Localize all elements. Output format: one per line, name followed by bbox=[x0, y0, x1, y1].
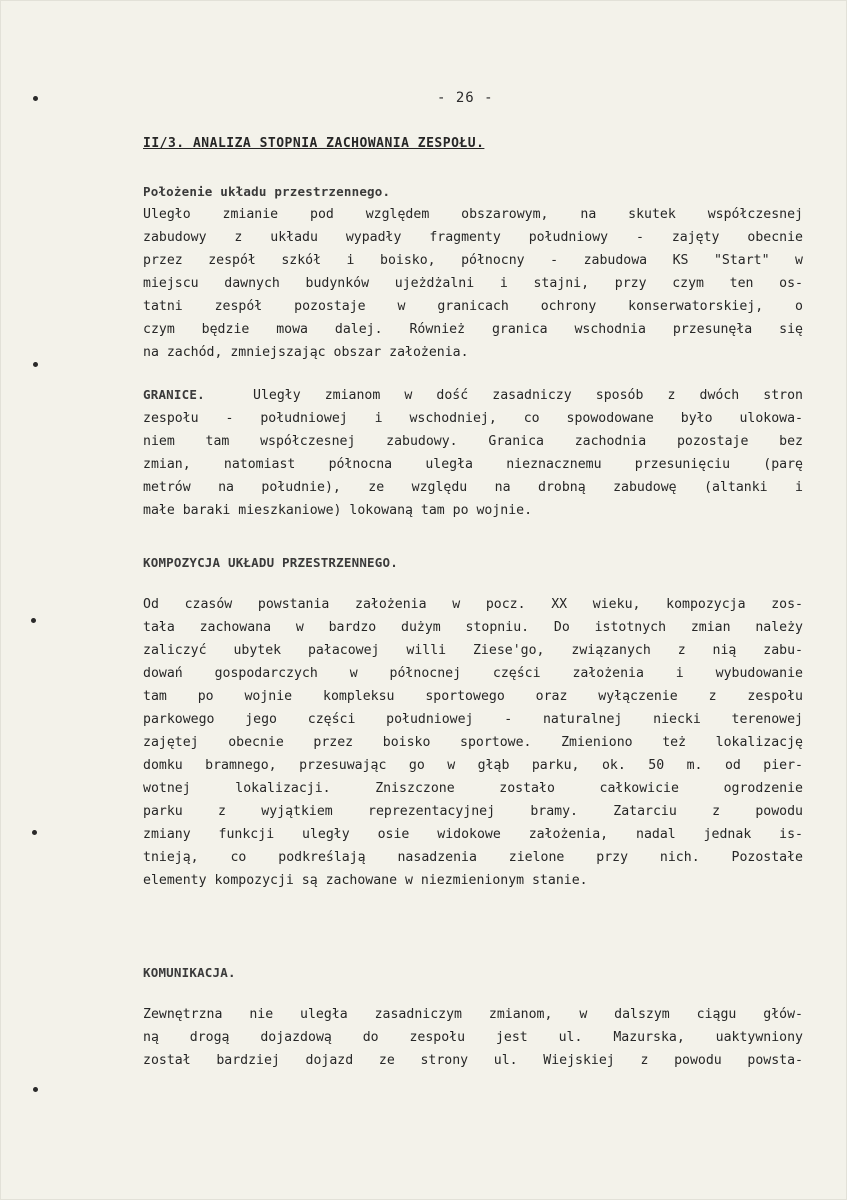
text-line: metrów na południe), ze względu na drobną zabudowę (altanki i bbox=[143, 480, 803, 495]
text-line: zajętej obecnie przez boisko sportowe. Zmieniono też lokalizację bbox=[143, 735, 803, 750]
section-heading: KOMPOZYCJA UKŁADU PRZESTRZENNEGO. bbox=[143, 555, 398, 570]
text-line: przez zespół szkół i boisko, północny - zabudowa KS "Start" w bbox=[143, 253, 803, 268]
section-heading: Położenie układu przestrzennego. bbox=[143, 184, 391, 199]
text-line: Uległo zmianie pod względem obszarowym, na skutek współczesnej bbox=[143, 207, 803, 222]
text-line: domku bramnego, przesuwając go w głąb parku, ok. 50 m. od pier- bbox=[143, 758, 803, 773]
text-line: niem tam współczesnej zabudowy. Granica zachodnia pozostaje bez bbox=[143, 434, 803, 449]
text-line: tnieją, co podkreślają nasadzenia zielone przy nich. Pozostałe bbox=[143, 850, 803, 865]
binding-hole-mark bbox=[33, 96, 38, 101]
section-komunikacja bbox=[143, 961, 803, 984]
section-kompozycja bbox=[143, 551, 803, 574]
text-line: zaliczyć ubytek pałacowej willi Ziese'go, związanych z nią zabu- bbox=[143, 643, 803, 658]
text-line: zmian, natomiast północna uległa nieznacznemu przesunięciu (parę bbox=[143, 457, 803, 472]
binding-hole-mark bbox=[33, 1087, 38, 1092]
text-line: parkowego jego części południowej - naturalnej niecki terenowej bbox=[143, 712, 803, 727]
text-line: na zachód, zmniejszając obszar założenia. bbox=[143, 345, 469, 360]
section-heading: GRANICE. bbox=[143, 387, 205, 402]
text-line: tała zachowana w bardzo dużym stopniu. Do istotnych zmian należy bbox=[143, 620, 803, 635]
text-line: miejscu dawnych budynków ujeżdżalni i stajni, przy czym ten os- bbox=[143, 276, 803, 291]
text-line: tam po wojnie kompleksu sportowego oraz wyłączenie z zespołu bbox=[143, 689, 803, 704]
text-line: tatni zespół pozostaje w granicach ochrony konserwatorskiej, o bbox=[143, 299, 803, 314]
text-line: elementy kompozycji są zachowane w niezmienionym stanie. bbox=[143, 873, 588, 888]
section-granice bbox=[143, 383, 803, 522]
binding-hole-mark bbox=[33, 362, 38, 367]
text-line: dowań gospodarczych w północnej części założenia i wybudowanie bbox=[143, 666, 803, 681]
page-number: - 26 - bbox=[437, 90, 494, 106]
section-heading: KOMUNIKACJA. bbox=[143, 965, 236, 980]
text-fragment: Uległy zmianom w dość zasadniczy sposób z dwóch stron bbox=[253, 388, 803, 403]
text-line: ną drogą dojazdową do zespołu jest ul. Mazurska, uaktywniony bbox=[143, 1030, 803, 1045]
section-komunikacja-body bbox=[143, 1003, 803, 1072]
text-line: Zewnętrzna nie uległa zasadniczym zmianom, w dalszym ciągu głów- bbox=[143, 1007, 803, 1022]
main-heading: II/3. ANALIZA STOPNIA ZACHOWANIA ZESPOŁU. bbox=[143, 136, 485, 151]
section-polozenie bbox=[143, 180, 803, 364]
text-line: zespołu - południowej i wschodniej, co spowodowane było ulokowa- bbox=[143, 411, 803, 426]
text-line: Od czasów powstania założenia w pocz. XX wieku, kompozycja zos- bbox=[143, 597, 803, 612]
binding-hole-mark bbox=[31, 618, 36, 623]
section-kompozycja-body bbox=[143, 593, 803, 892]
text-line: czym będzie mowa dalej. Również granica wschodnia przesunęła się bbox=[143, 322, 803, 337]
text-line: został bardziej dojazd ze strony ul. Wiejskiej z powodu powsta- bbox=[143, 1053, 803, 1068]
text-line: małe baraki mieszkaniowe) lokowaną tam po wojnie. bbox=[143, 503, 533, 518]
text-line: zabudowy z układu wypadły fragmenty południowy - zajęty obecnie bbox=[143, 230, 803, 245]
text-line: wotnej lokalizacji. Zniszczone zostało całkowicie ogrodzenie bbox=[143, 781, 803, 796]
text-line: zmiany funkcji uległy osie widokowe założenia, nadal jednak is- bbox=[143, 827, 803, 842]
text-line: parku z wyjątkiem reprezentacyjnej bramy. Zatarciu z powodu bbox=[143, 804, 803, 819]
text-line bbox=[143, 383, 803, 407]
binding-hole-mark bbox=[32, 830, 37, 835]
